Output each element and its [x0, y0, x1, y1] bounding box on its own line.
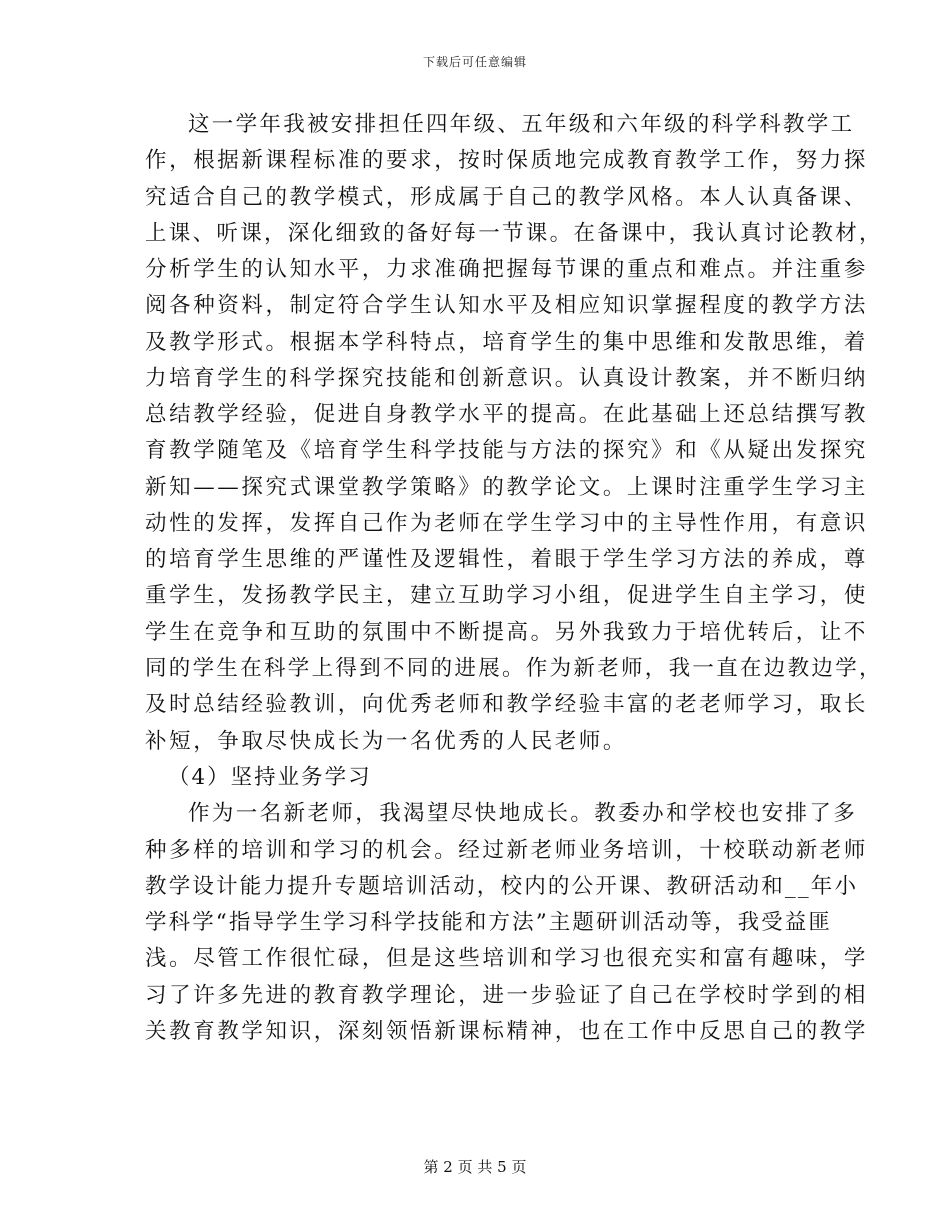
body-line: 补短，争取尽快成长为一名优秀的人民老师。 — [145, 729, 628, 754]
body-line: 教学设计能力提升专题培训活动，校内的公开课、教研活动和__年小 — [145, 874, 859, 899]
page-number-footer: 第 2 页 共 5 页 — [423, 1158, 527, 1176]
body-line: 及时总结经验教训，向优秀老师和教学经验丰富的老老师学习，取长 — [145, 692, 869, 717]
body-line: 新知——探究式课堂教学策略》的教学论文。上课时注重学生学习主 — [145, 475, 869, 500]
body-line: 浅。尽管工作很忙碌，但是这些培训和学习也很充实和富有趣味，学 — [145, 946, 869, 971]
body-line: 的培育学生思维的严谨性及逻辑性，着眼于学生学习方法的养成，尊 — [145, 547, 869, 572]
body-line: 学生在竞争和互助的氛围中不断提高。另外我致力于培优转后，让不 — [145, 620, 869, 645]
body-line: 及教学形式。根据本学科特点，培育学生的集中思维和发散思维，着 — [145, 330, 869, 355]
body-line: 这一学年我被安排担任四年级、五年级和六年级的科学科教学工 — [188, 112, 855, 137]
body-line: 育教学随笔及《培育学生科学技能与方法的探究》和《从疑出发探究 — [145, 438, 869, 463]
body-line: 力培育学生的科学探究技能和创新意识。认真设计教案，并不断归纳 — [145, 366, 869, 391]
body-line: 究适合自己的教学模式，形成属于自己的教学风格。本人认真备课、 — [145, 185, 869, 210]
body-line: 同的学生在科学上得到不同的进展。作为新老师，我一直在边教边学， — [145, 656, 883, 681]
section-heading: （4）坚持业务学习 — [168, 765, 372, 790]
body-line: 种多样的培训和学习的机会。经过新老师业务培训，十校联动新老师 — [145, 838, 869, 863]
body-line: 分析学生的认知水平，力求准确把握每节课的重点和难点。并注重参 — [145, 257, 869, 282]
body-line: 重学生，发扬教学民主，建立互助学习小组，促进学生自主学习，使 — [145, 583, 869, 608]
body-line: 作，根据新课程标准的要求，按时保质地完成教育教学工作，努力探 — [145, 148, 869, 173]
body-line: 关教育教学知识，深刻领悟新课标精神，也在工作中反思自己的教学 — [145, 1019, 869, 1044]
body-line: 习了许多先进的教育教学理论，进一步验证了自己在学校时学到的相 — [145, 983, 869, 1008]
body-line: 作为一名新老师，我渴望尽快地成长。教委办和学校也安排了多 — [188, 801, 858, 826]
page-header-note: 下载后可任意编辑 — [422, 55, 527, 69]
body-line: 总结教学经验，促进自身教学水平的提高。在此基础上还总结撰写教 — [145, 402, 869, 427]
body-line: 上课、听课，深化细致的备好每一节课。在备课中，我认真讨论教材， — [145, 221, 883, 246]
body-line: 动性的发挥，发挥自己作为老师在学生学习中的主导性作用，有意识 — [145, 511, 869, 536]
body-line: 阅各种资料，制定符合学生认知水平及相应知识掌握程度的教学方法 — [145, 293, 869, 318]
body-line: 学科学“指导学生学习科学技能和方法”主题研训活动等，我受益匪 — [145, 910, 832, 935]
